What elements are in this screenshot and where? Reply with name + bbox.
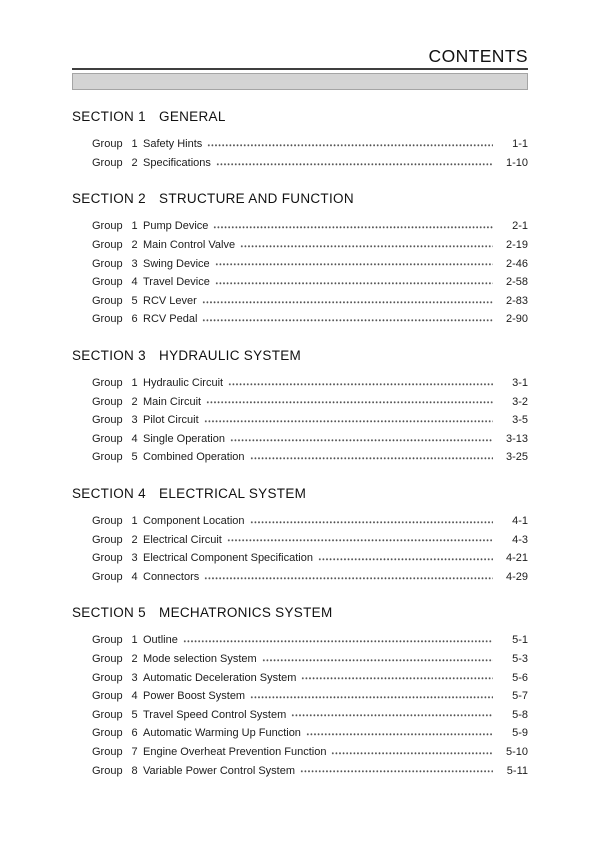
section-title: STRUCTURE AND FUNCTION (159, 191, 354, 207)
group-title: RCV Lever (143, 294, 197, 307)
group-label: Group (92, 239, 123, 252)
group-label: Group (92, 313, 123, 326)
page-number: 2-46 (505, 257, 528, 270)
group-label: Group (92, 432, 123, 445)
dot-leader (250, 448, 493, 467)
dot-leader (240, 236, 493, 255)
group-number: 2 (131, 533, 138, 546)
group-number: 6 (131, 727, 138, 740)
page-number: 5-9 (512, 727, 528, 740)
page-number: 4-21 (505, 552, 528, 565)
group-title: Main Circuit (143, 395, 202, 408)
group-label: Group (92, 294, 123, 307)
dot-leader (206, 392, 493, 411)
section-label: SECTION 3 (72, 347, 146, 363)
dot-leader (291, 705, 493, 724)
group-number: 2 (131, 239, 138, 252)
section-label: SECTION 2 (72, 191, 146, 207)
toc-entry (72, 668, 528, 687)
toc-entry (72, 650, 528, 669)
toc-entry (72, 724, 528, 743)
toc-section (72, 605, 528, 780)
page-number: 4-1 (512, 515, 528, 528)
group-title: RCV Pedal (143, 313, 198, 326)
group-label: Group (92, 764, 123, 777)
dot-leader (318, 549, 493, 568)
toc-entry (72, 631, 528, 650)
section-group-list (72, 631, 528, 780)
page-number: 5-10 (505, 745, 528, 758)
group-label: Group (92, 533, 123, 546)
page-number: 2-90 (505, 313, 528, 326)
group-number: 1 (131, 220, 138, 233)
page-number: 2-83 (505, 294, 528, 307)
toc-entry (72, 273, 528, 292)
dot-leader (183, 631, 493, 650)
toc-entry (72, 687, 528, 706)
page-number: 1-1 (512, 138, 528, 151)
section-title: GENERAL (159, 109, 226, 124)
dot-leader (215, 273, 493, 292)
toc-entry (72, 743, 528, 762)
group-number: 6 (131, 313, 138, 326)
page-number: 5-8 (512, 708, 528, 721)
group-number: 8 (131, 764, 138, 777)
group-number: 4 (131, 432, 138, 445)
page-title: CONTENTS (428, 46, 528, 66)
section-title: MECHATRONICS SYSTEM (159, 605, 333, 621)
group-title: Combined Operation (143, 451, 245, 464)
group-label: Group (92, 138, 123, 151)
toc-entry (72, 154, 528, 173)
dot-leader (230, 430, 493, 449)
group-number: 1 (131, 634, 138, 647)
group-title: Automatic Deceleration System (143, 671, 297, 684)
toc-entry (72, 530, 528, 549)
page-number: 3-13 (505, 432, 528, 445)
group-label: Group (92, 708, 123, 721)
group-label: Group (92, 634, 123, 647)
page-number: 5-11 (506, 764, 528, 777)
dot-leader (262, 650, 493, 669)
group-title: Swing Device (143, 257, 210, 270)
section-heading (72, 348, 528, 363)
section-title: HYDRAULIC SYSTEM (159, 347, 302, 363)
section-heading (72, 191, 528, 206)
group-number: 4 (131, 570, 138, 583)
toc-entry (72, 411, 528, 430)
group-label: Group (92, 156, 123, 169)
group-title: Variable Power Control System (143, 764, 296, 777)
toc-entry (72, 292, 528, 311)
group-title: Electrical Component Specification (143, 552, 313, 565)
section-group-list (72, 135, 528, 172)
page-number: 4-3 (512, 533, 528, 546)
toc-section (72, 109, 528, 172)
page-number: 5-3 (512, 652, 528, 665)
group-number: 5 (131, 708, 138, 721)
group-number: 2 (131, 395, 138, 408)
page-number: 5-1 (512, 634, 528, 647)
group-title: Pilot Circuit (143, 414, 199, 427)
toc-entry (72, 392, 528, 411)
dot-leader (215, 254, 493, 273)
section-title: ELECTRICAL SYSTEM (159, 485, 307, 501)
dot-leader (227, 530, 493, 549)
group-title: Safety Hints (143, 138, 203, 151)
group-label: Group (92, 570, 123, 583)
group-label: Group (92, 395, 123, 408)
section-label: SECTION 4 (72, 485, 146, 501)
group-label: Group (92, 745, 123, 758)
toc-entry (72, 217, 528, 236)
dot-leader (202, 310, 493, 329)
group-label: Group (92, 671, 123, 684)
group-number: 3 (131, 414, 138, 427)
toc-entry (72, 135, 528, 154)
page-number: 4-29 (505, 570, 528, 583)
group-number: 3 (131, 671, 138, 684)
dot-leader (300, 761, 493, 780)
group-number: 1 (131, 377, 138, 390)
group-label: Group (92, 414, 123, 427)
toc-entry (72, 549, 528, 568)
toc-sections (72, 109, 528, 780)
group-number: 2 (131, 652, 138, 665)
page-number: 3-1 (512, 377, 528, 390)
toc-entry (72, 512, 528, 531)
toc-entry (72, 705, 528, 724)
page-number: 3-2 (512, 395, 528, 408)
group-title: Travel Speed Control System (143, 708, 287, 721)
dot-leader (204, 568, 493, 587)
section-heading (72, 486, 528, 501)
group-title: Engine Overheat Prevention Function (143, 745, 327, 758)
header-bar (72, 73, 528, 90)
toc-section (72, 191, 528, 329)
group-title: Electrical Circuit (143, 533, 222, 546)
toc-entry (72, 761, 528, 780)
group-label: Group (92, 690, 123, 703)
group-title: Automatic Warming Up Function (143, 727, 301, 740)
section-group-list (72, 374, 528, 467)
group-title: Single Operation (143, 432, 225, 445)
page-number: 3-5 (512, 414, 528, 427)
dot-leader (301, 668, 493, 687)
group-number: 1 (131, 138, 138, 151)
group-label: Group (92, 552, 123, 565)
dot-leader (250, 512, 493, 531)
toc-entry (72, 430, 528, 449)
dot-leader (216, 154, 493, 173)
group-title: Mode selection System (143, 652, 257, 665)
group-title: Hydraulic Circuit (143, 377, 224, 390)
toc-section (72, 486, 528, 586)
group-number: 5 (131, 451, 138, 464)
section-group-list (72, 217, 528, 329)
dot-leader (228, 374, 493, 393)
group-label: Group (92, 652, 123, 665)
group-label: Group (92, 276, 123, 289)
group-number: 3 (131, 257, 138, 270)
group-title: Main Control Valve (143, 239, 236, 252)
section-label: SECTION 1 (72, 109, 146, 124)
toc-section (72, 348, 528, 467)
dot-leader (250, 687, 493, 706)
toc-entry (72, 568, 528, 587)
page-number: 1-10 (505, 156, 528, 169)
toc-entry (72, 448, 528, 467)
group-title: Travel Device (143, 276, 210, 289)
group-title: Outline (143, 634, 178, 647)
section-label: SECTION 5 (72, 605, 146, 621)
group-title: Component Location (143, 515, 245, 528)
group-title: Power Boost System (143, 690, 246, 703)
group-label: Group (92, 257, 123, 270)
dot-leader (306, 724, 493, 743)
dot-leader (202, 292, 493, 311)
dot-leader (331, 743, 493, 762)
group-number: 7 (131, 745, 138, 758)
dot-leader (204, 411, 493, 430)
dot-leader (213, 217, 493, 236)
toc-entry (72, 310, 528, 329)
group-label: Group (92, 220, 123, 233)
page-number: 5-7 (512, 690, 528, 703)
dot-leader (207, 135, 493, 154)
toc-entry (72, 374, 528, 393)
page-number: 2-58 (505, 276, 528, 289)
page-number: 3-25 (505, 451, 528, 464)
group-title: Pump Device (143, 220, 209, 233)
group-label: Group (92, 515, 123, 528)
section-heading (72, 109, 528, 124)
toc-entry (72, 236, 528, 255)
group-number: 4 (131, 690, 138, 703)
group-number: 5 (131, 294, 138, 307)
page-number: 5-6 (512, 671, 528, 684)
group-label: Group (92, 451, 123, 464)
group-label: Group (92, 727, 123, 740)
section-heading (72, 605, 528, 620)
section-group-list (72, 512, 528, 586)
toc-entry (72, 254, 528, 273)
group-number: 3 (131, 552, 138, 565)
group-title: Specifications (143, 156, 211, 169)
page-number: 2-1 (512, 220, 528, 233)
group-label: Group (92, 377, 123, 390)
page-number: 2-19 (505, 239, 528, 252)
group-number: 4 (131, 276, 138, 289)
page-header (72, 46, 528, 70)
group-number: 1 (131, 515, 138, 528)
group-number: 2 (131, 156, 138, 169)
group-title: Connectors (143, 570, 200, 583)
